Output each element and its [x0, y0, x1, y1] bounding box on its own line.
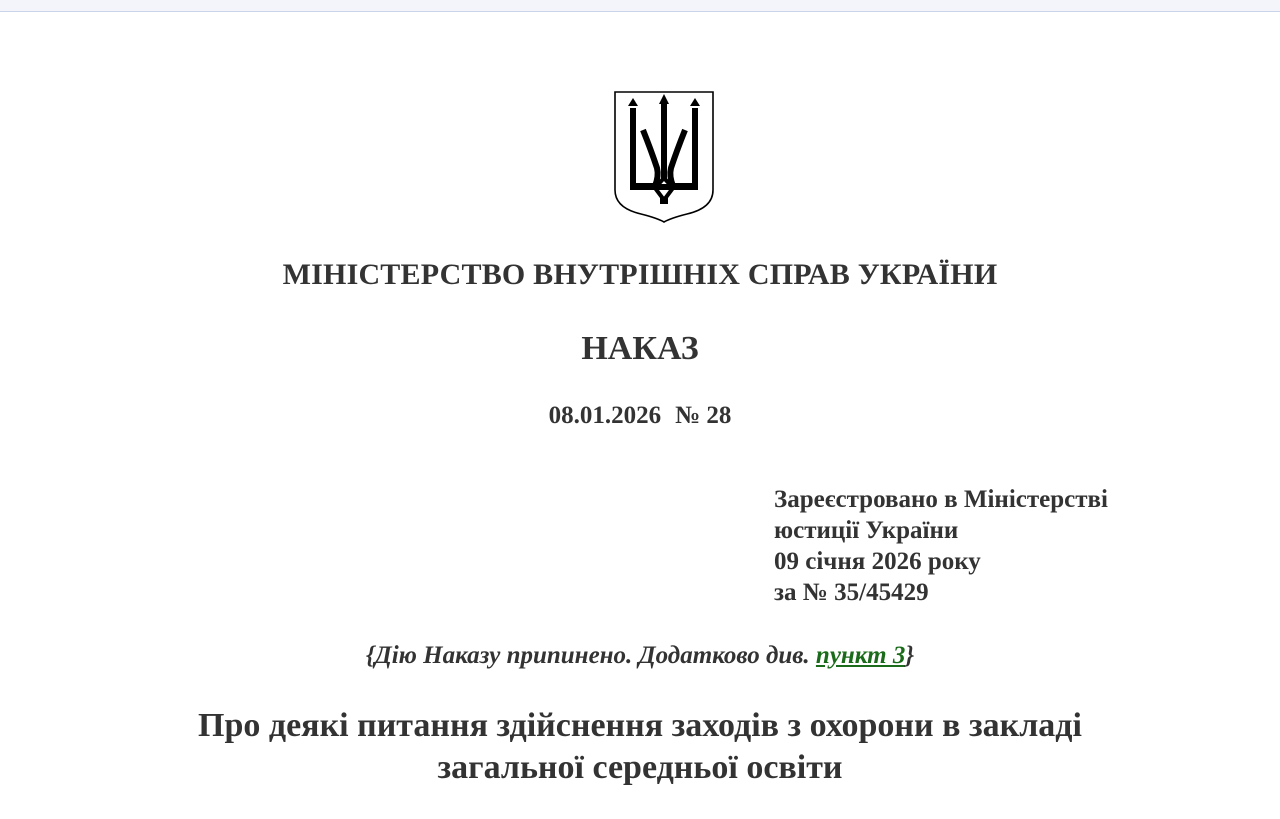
status-note	[0, 642, 1280, 670]
document-title-line: Про деякі питання здійснення заходів з охорони в закладі	[198, 707, 1082, 744]
registration-line: Зареєстровано в Міністерстві	[774, 486, 1108, 513]
document-type: НАКАЗ	[581, 330, 699, 367]
status-note-suffix: }	[905, 642, 915, 669]
point-3-link[interactable]: пункт 3	[815, 642, 906, 669]
order-number: № 28	[675, 402, 732, 429]
tryzub-coat-of-arms-icon	[613, 90, 715, 224]
status-note-prefix: {Дію Наказу припинено. Додатково див.	[365, 642, 816, 669]
order-date-number	[0, 402, 1280, 430]
browser-top-bar	[0, 0, 1280, 12]
document-title	[0, 705, 1280, 789]
registration-line: юстиції України	[774, 517, 959, 544]
ministry-name: МІНІСТЕРСТВО ВНУТРІШНІХ СПРАВ УКРАЇНИ	[282, 258, 998, 291]
registration-line: 09 січня 2026 року	[774, 548, 981, 575]
order-date: 08.01.2026	[548, 402, 662, 429]
registration-block	[774, 484, 1108, 608]
registration-line: за № 35/45429	[774, 579, 929, 606]
document-title-line: загальної середньої освіти	[437, 749, 843, 786]
